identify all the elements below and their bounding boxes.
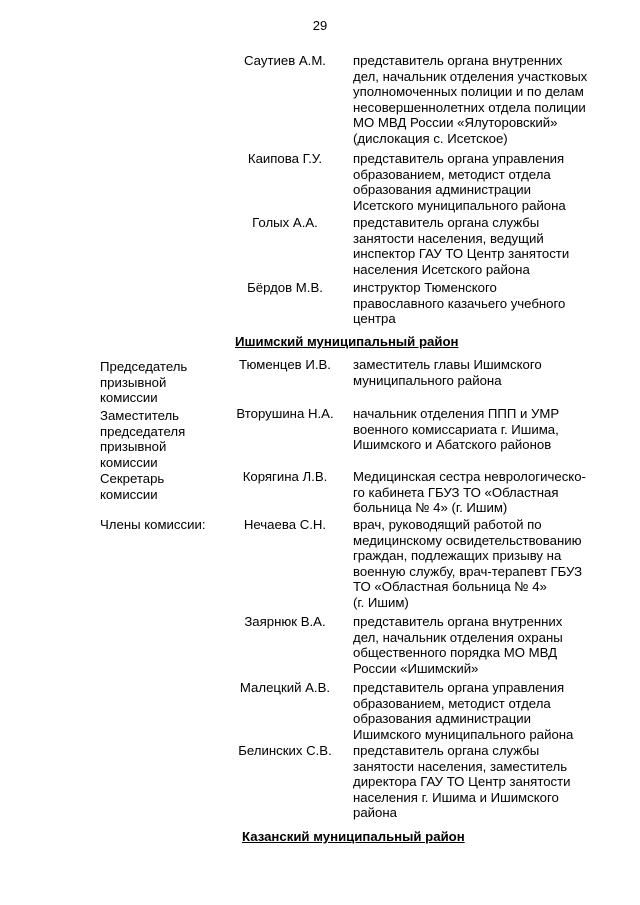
member-name: Саутиев А.М. bbox=[244, 53, 326, 68]
member-description: инструктор Тюменского православного казачьего учебного центра bbox=[353, 280, 566, 327]
member-name: Заярнюк В.А. bbox=[244, 614, 326, 629]
member-description: представитель органа службы занятости населения, ведущий инспектор ГАУ ТО Центр занятости населения Исетского района bbox=[353, 215, 570, 277]
commission-role: Секретарь комиссии bbox=[100, 471, 165, 502]
member-name: Белинских С.В. bbox=[238, 743, 332, 758]
member-name: Каипова Г.У. bbox=[247, 151, 323, 166]
commission-role: Председатель призывной комиссии bbox=[100, 359, 188, 406]
member-name: Малецкий А.В. bbox=[239, 680, 331, 695]
commission-role: Заместитель председателя призывной комиссии bbox=[100, 408, 186, 470]
member-name: Нечаева С.Н. bbox=[243, 517, 327, 532]
section-heading: Ишимский муниципальный район bbox=[235, 334, 459, 349]
page-number: 29 bbox=[312, 18, 328, 33]
member-name: Тюменцев И.В. bbox=[239, 357, 331, 372]
member-description: представитель органа внутренних дел, начальник отделения охраны общественного порядка МО МВД России «Ишимский» bbox=[353, 614, 563, 676]
member-description: представитель органа управления образованием, методист отдела образования администрации Исетского муниципального района bbox=[353, 151, 566, 213]
member-description: представитель органа службы занятости населения, заместитель директора ГАУ ТО Центр занятости населения г. Ишима и Ишимского района bbox=[353, 743, 571, 821]
commission-role: Члены комиссии: bbox=[100, 517, 206, 532]
member-name: Голых А.А. bbox=[252, 215, 318, 230]
member-description: начальник отделения ППП и УМР военного комиссариата г. Ишима, Ишимского и Абатского районов bbox=[353, 406, 560, 453]
member-name: Бёрдов М.В. bbox=[247, 280, 323, 295]
member-description: Медицинская сестра неврологическо- го кабинета ГБУЗ ТО «Областная больница № 4» (г. Ишим) bbox=[353, 469, 586, 516]
member-description: заместитель главы Ишимского муниципального района bbox=[353, 357, 542, 388]
member-name: Корягина Л.В. bbox=[242, 469, 328, 484]
member-description: представитель органа управления образованием, методист отдела образования администрации Ишимского муниципального района bbox=[353, 680, 574, 742]
member-description: представитель органа внутренних дел, начальник отделения участковых уполномоченных полиции и по делам несовершеннолетних отдела полиции МО МВД России «Ялуторовский» (дислокация с. Исетское) bbox=[353, 53, 588, 146]
section-heading: Казанский муниципальный район bbox=[242, 829, 465, 844]
member-description: врач, руководящий работой по медицинскому освидетельствованию граждан, подлежащих призыву на военную службу, врач-терапевт ГБУЗ ТО «Областная больница № 4» (г. Ишим) bbox=[353, 517, 583, 610]
member-name: Вторушина Н.А. bbox=[236, 406, 334, 421]
